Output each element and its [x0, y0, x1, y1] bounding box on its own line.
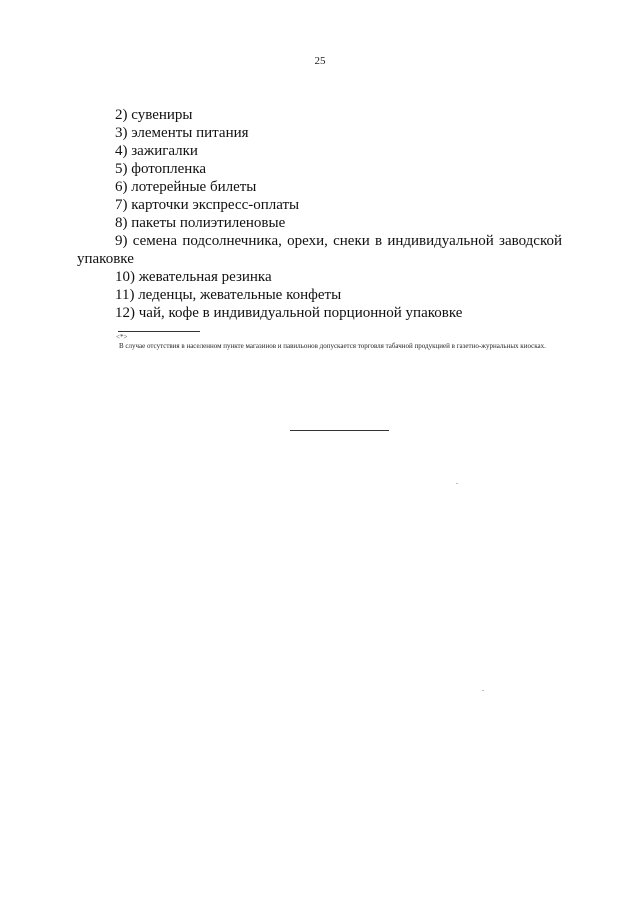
- list-item: 8) пакеты полиэтиленовые: [115, 215, 286, 231]
- end-of-section-line: [290, 430, 389, 431]
- list-item: 12) чай, кофе в индивидуальной порционной упаковке: [115, 305, 463, 321]
- scan-speck: [482, 690, 484, 691]
- list-item-9: [77, 232, 562, 268]
- list-item: 2) сувениры: [115, 107, 193, 123]
- list-item: 11) леденцы, жевательные конфеты: [115, 287, 342, 303]
- list-item: 6) лотерейные билеты: [115, 179, 257, 195]
- footnote-separator: [118, 331, 200, 332]
- list-item: 10) жевательная резинка: [115, 269, 272, 285]
- page-number: 25: [314, 55, 326, 67]
- list-item: 5) фотопленка: [115, 161, 207, 177]
- footnote-marker: <*>: [116, 333, 128, 341]
- list-item: 3) элементы питания: [115, 125, 249, 141]
- goods-list: [77, 106, 562, 322]
- footnote-text: В случае отсутствия в населенном пункте магазинов и павильонов допускается торговля табачной продукцией в газетно-журнальных киосках.: [119, 342, 546, 350]
- scan-speck: [456, 483, 458, 484]
- list-item: 7) карточки экспресс-оплаты: [115, 197, 300, 213]
- list-item: 4) зажигалки: [115, 143, 198, 159]
- list-item-9-line-1: 9) семена подсолнечника, орехи, снеки в индивидуальной заводской: [115, 233, 562, 249]
- list-item-9-line-2: упаковке: [77, 251, 134, 267]
